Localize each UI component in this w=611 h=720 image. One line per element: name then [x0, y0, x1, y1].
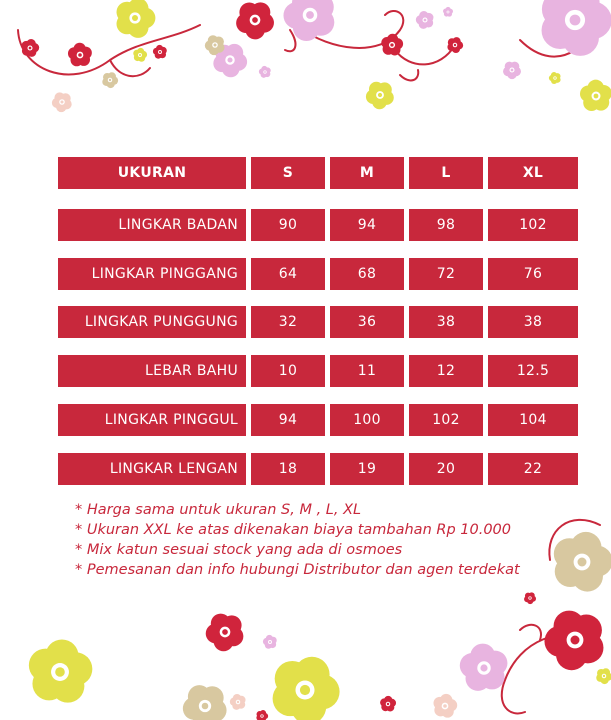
row-label: LEBAR BAHU — [58, 355, 246, 387]
flower-icon — [380, 696, 396, 712]
flower-icon — [236, 2, 274, 39]
flower-icon — [503, 62, 521, 80]
flower-icon — [544, 611, 603, 671]
cell-value: 68 — [330, 258, 404, 290]
table-row — [58, 453, 578, 485]
row-label: LINGKAR PUNGGUNG — [58, 306, 246, 338]
cell-value: 11 — [330, 355, 404, 387]
table-row — [58, 306, 578, 338]
flower-icon — [22, 39, 40, 57]
cell-value: 38 — [409, 306, 483, 338]
cell-value: 76 — [488, 258, 578, 290]
row-label: LINGKAR PINGGANG — [58, 258, 246, 290]
cell-value: 94 — [330, 209, 404, 241]
table-row — [58, 404, 578, 436]
cell-value: 104 — [488, 404, 578, 436]
flower-icon — [366, 82, 394, 109]
flower-icon — [549, 72, 561, 84]
flower-icon — [273, 657, 340, 720]
flower-icon — [542, 0, 611, 56]
cell-value: 10 — [251, 355, 325, 387]
flower-icon — [230, 694, 246, 710]
cell-value: 64 — [251, 258, 325, 290]
row-label: LINGKAR LENGAN — [58, 453, 246, 485]
notes-list — [75, 500, 555, 580]
flower-icon — [263, 635, 277, 649]
table-header-row — [58, 157, 578, 189]
cell-value: 94 — [251, 404, 325, 436]
flower-icon — [283, 0, 334, 41]
note-item: * Ukuran XXL ke atas dikenakan biaya tambahan Rp 10.000 — [75, 522, 511, 538]
table-row — [58, 209, 578, 241]
cell-value: 72 — [409, 258, 483, 290]
flower-icon — [259, 66, 271, 78]
cell-value: 36 — [330, 306, 404, 338]
flower-icon — [206, 614, 244, 652]
cell-value: 102 — [409, 404, 483, 436]
cell-value: 98 — [409, 209, 483, 241]
note-item: * Pemesanan dan info hubungi Distributor dan agen terdekat — [75, 562, 520, 578]
flower-icon — [153, 45, 167, 59]
flower-icon — [102, 72, 118, 88]
header-size-xl: XL — [488, 157, 578, 189]
row-label: LINGKAR BADAN — [58, 209, 246, 241]
cell-value: 90 — [251, 209, 325, 241]
flower-icon — [524, 592, 536, 604]
cell-value: 12 — [409, 355, 483, 387]
flower-icon — [447, 37, 463, 53]
flower-icon — [596, 668, 611, 684]
cell-value: 20 — [409, 453, 483, 485]
cell-value: 38 — [488, 306, 578, 338]
flower-icon — [554, 532, 611, 592]
flower-icon — [117, 0, 156, 38]
flower-icon — [434, 694, 458, 718]
table-row — [58, 258, 578, 290]
flower-icon — [443, 7, 453, 17]
flower-icon — [416, 11, 434, 29]
flower-icon — [381, 34, 403, 56]
flower-icon — [133, 48, 147, 62]
cell-value: 100 — [330, 404, 404, 436]
flower-icon — [52, 92, 72, 112]
flower-icon — [205, 35, 225, 55]
cell-value: 18 — [251, 453, 325, 485]
cell-value: 22 — [488, 453, 578, 485]
flower-icon — [256, 710, 268, 720]
header-size-l: L — [409, 157, 483, 189]
cell-value: 12.5 — [488, 355, 578, 387]
header-size-m: M — [330, 157, 404, 189]
note-item: * Mix katun sesuai stock yang ada di osmoes — [75, 542, 403, 558]
cell-value: 102 — [488, 209, 578, 241]
flower-icon — [183, 685, 227, 720]
flower-icon — [460, 644, 508, 691]
flower-icon — [68, 43, 92, 67]
header-size-s: S — [251, 157, 325, 189]
header-ukuran: UKURAN — [58, 157, 246, 189]
flower-icon — [29, 639, 92, 702]
cell-value: 32 — [251, 306, 325, 338]
flower-icon — [580, 80, 611, 111]
cell-value: 19 — [330, 453, 404, 485]
table-row — [58, 355, 578, 387]
row-label: LINGKAR PINGGUL — [58, 404, 246, 436]
note-item: * Harga sama untuk ukuran S, M , L, XL — [75, 502, 362, 518]
